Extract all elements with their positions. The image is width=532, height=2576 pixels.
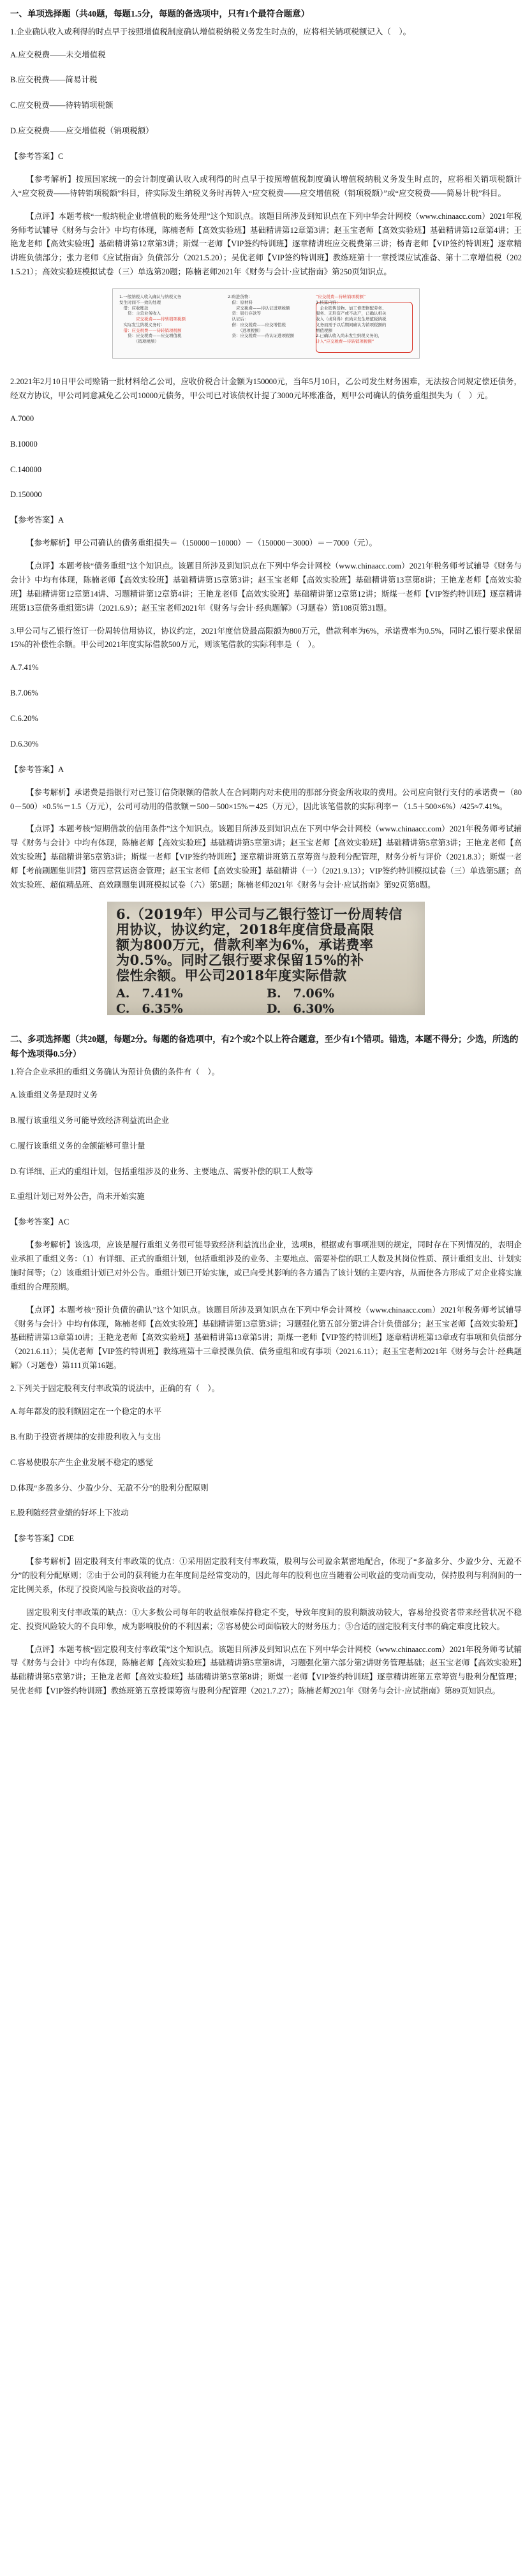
answer: 【参考答案】A [10, 516, 64, 525]
photo-option: A. 7.41% [116, 986, 183, 1001]
option-d: D.体现“多盈多分、少盈少分、无盈不分”的股利分配原则 [10, 1483, 209, 1493]
option-a: A.该重组义务是现时义务 [10, 1090, 98, 1099]
option-b: B.应交税费——简易计税 [10, 75, 98, 85]
knowledge-diagram-image [112, 288, 420, 359]
analysis: 【参考解析】承诺费是指银行对已签订信贷限额的借款人在合同期内对未使用的那部分资金所收取的费用。公司应向银行支付的承诺费＝（800－500）×0.5%＝1.5（万元），公司可动用的借款额＝500－500×15%＝425（万元），因此该笔借款的实际利率＝（1.5＋500×6%）/425≈7.41%。 [10, 787, 522, 811]
option-b: B.有助于投资者规律的安排股利收入与支出 [10, 1432, 161, 1441]
question-stem: 2.下列关于固定股利支付率政策的说法中，正确的有（ ）。 [10, 1384, 220, 1393]
exam-point-comment: 【点评】本题考核“一般纳税企业增值税的账务处理”这个知识点。该题目所涉及到知识点在下列中华会计网校（www.chinaacc.com）2021年税务师考试辅导《财务与会计》中均有体现，陈楠老师【高效实验班】基础精讲第12章第3讲；赵玉宝老师【高效实验班】基础精讲第12章第4讲；王艳龙老师【高效实验班】基础精讲第12章第3讲；斯煤一老师【VIP签约特训班】逐章精讲班应交税费第三讲；杨青老师【VIP签约特训班】逐章精讲班负债部分；张力老师《应试指南》负债部分（2021.5.20）；吴优老师【VIP签约特训班】教练班第十一章授课应试准备、第十二章增值税（2021.5.21）；高效实验班模拟试卷（三）单选第20题；陈楠老师2021年《财务与会计·应试指南》第250页知识点。 [10, 211, 522, 277]
answer: 【参考答案】A [10, 764, 64, 774]
option-c: C.应交税费——待转销项税额 [10, 101, 114, 110]
option-d: D.150000 [10, 490, 42, 500]
option-d: D.应交税费——应交增值税（销项税额） [10, 126, 154, 136]
option-e: E.重组计划已对外公告，尚未开始实施 [10, 1192, 145, 1202]
section-title: 二、多项选择题（共20题，每题2分。每题的备选项中，有2个或2个以上符合题意，至少有1个错项。错选，本题不得分；少选，所选的每个选项得0.5分） [10, 1034, 519, 1059]
answer: 【参考答案】AC [10, 1217, 70, 1227]
option-a: A.每年都发的股利额固定在一个稳定的水平 [10, 1406, 162, 1416]
photo-option: D. 6.30% [267, 1001, 334, 1015]
question-stem: 1.符合企业承担的重组义务确认为预计负债的条件有（ ）。 [10, 1068, 220, 1076]
analysis: 【参考解析】固定股利支付率政策的优点：①采用固定股利支付率政策，股利与公司盈余紧密地配合，体现了“多盈多分、少盈少分、无盈不分”的股利分配原则；②由于公司的获利能力在年度间是经常变动的，因此每年的股利也应当随着公司收益的变动而变动，保持股利与利润间的一定比例关系，体现了投资风险与投资收益的对等。 [10, 1557, 522, 1594]
option-e: E.股利随经营业绩的好坏上下波动 [10, 1508, 129, 1518]
option-b: B.7.06% [10, 689, 38, 698]
exam-point-comment: 【点评】本题考核“债务重组”这个知识点。该题目所涉及到知识点在下列中华会计网校（www.chinaacc.com）2021年税务师考试辅导《财务与会计》中均有体现，陈楠老师【高效实验班】基础精讲第15章第3讲；赵玉宝老师【高效实验班】基础精讲第13章第8讲；王艳龙老师【高效实验班】基础精讲第12章第14讲、习题精讲第12章第4讲；王艳龙老师【高效实验班】基础精讲第12章第12讲；斯煤一老师【VIP签约特训班】逐章精讲班第13章债务重组第5讲（2021.6.9）；赵玉宝老师2021年《财务与会计·经典题解》（习题卷）第108页第31题。 [10, 562, 522, 613]
analysis: 【参考解析】该选项，应该是履行重组义务很可能导致经济利益流出企业，选项B，根据或有事项准则的规定，同时存在下列情况的，表明企业承担了重组义务：（1）有详细、正式的重组计划，包括重组涉及的业务、主要地点、需要补偿的职工人数及其岗位性质、预计重组支出、计划实施时间等；（2）该重组计划已对外公告。重组计划已开始实施，或已向受其影响的各方通告了该计划的主要内容，从而使各方形成了对企业将实施重组的合理预期。 [10, 1240, 522, 1292]
question-stem: 3.甲公司与乙银行签订一份周转信用协议，协议约定，2021年度信贷最高限额为800万元，借款利率为6%，承诺费率为0.5%，同时乙银行要求保留15%的补偿性余额。甲公司2021年度实际借款500万元，则该笔借款的实际利率是（ ）。 [10, 626, 522, 650]
photo-option: B. 7.06% [267, 986, 335, 1001]
option-d: D.6.30% [10, 739, 39, 748]
section-title: 一、单项选择题（共40题，每题1.5分，每题的备选项中，只有1个最符合题意） [10, 9, 310, 19]
option-c: C.履行该重组义务的金额能够可靠计量 [10, 1141, 145, 1150]
option-c: C.容易使股东产生企业发展不稳定的感觉 [10, 1457, 153, 1467]
exam-point-comment: 【点评】本题考核“短期借款的信用条件”这个知识点。该题目所涉及到知识点在下列中华会计网校（www.chinaacc.com）2021年税务师考试辅导《财务与会计》中均有体现，陈楠老师【高效实验班】基础精讲第5章第3讲；赵玉宝老师【高效实验班】基础精讲第5章第3讲；王艳龙老师【高效实验班】基础精讲第5章第3讲；斯煤一老师【VIP签约特训班】逐章精讲班第五章筹资与股利分配管理，财务分析与评价（2021.8.3）；斯煤一老师【考前刷题集训营】第四章营运资金管理；赵玉宝老师【高效实验班】基础精讲（一）（2021.9.13）；VIP签约特训模拟试卷（三）单选第5题；高效实验班、超值精品班、高效刷题集训班模拟试卷（六）第5题；陈楠老师2021年《财务与会计·应试指南》第92页第8题。 [10, 824, 522, 890]
photo-option: C. 6.35% [116, 1001, 183, 1015]
option-b: B.履行该重组义务可能导致经济利益流出企业 [10, 1115, 169, 1125]
option-a: A.7000 [10, 413, 34, 423]
option-c: C.140000 [10, 465, 41, 474]
analysis: 【参考解析】甲公司确认的债务重组损失＝（150000－10000）－（150000－3000）＝－7000（元）。 [26, 539, 378, 548]
exam-point-comment: 【点评】本题考核“预计负债的确认”这个知识点。该题目所涉及到知识点在下列中华会计网校（www.chinaacc.com）2021年税务师考试辅导《财务与会计》中均有体现，陈楠老师【高效实验班】基础精讲第13章第3讲；习题强化第五部分第2讲合计负债部分；赵玉宝老师【高效实验班】基础精讲第13章第10讲；王艳龙老师【高效实验班】基础精讲第13章第5讲；斯煤一老师【VIP签约特训班】逐章精讲班第13章或有事项和负债部分（2021.6.11）；吴优老师【VIP签约特训班】教练班第十三章授课负债、债务重组和或有事项（2021.6.11）；赵玉宝老师2021年《财务与会计·经典题解》（习题卷）第111页第16题。 [10, 1305, 522, 1371]
diagram-column-left: 1.一般纳税人收入确认与纳税义务 发生时间不一致的处理 借：应收账款 贷：主营业务收入 应交税费——待转销项税额 实际发生纳税义务时： 借：应交税费——待转销项税额 贷：应交税费——应交增值税 （销项税额） [119, 294, 186, 345]
option-b: B.10000 [10, 439, 38, 449]
exam-point-comment: 【点评】本题考核“固定股利支付率政策”这个知识点。该题目所涉及到知识点在下列中华会计网校（www.chinaacc.com）2021年税务师考试辅导《财务与会计》中均有体现，陈楠老师【高效实验班】基础精讲第5章第8讲，习题强化第六部分第2讲财务管理基础；赵玉宝老师【高效实验班】基础精讲第5章第7讲；王艳龙老师【高效实验班】基础精讲第5章第8讲；斯煤一老师【VIP签约特训班】逐章精讲班第五章筹资与股利分配管理；吴优老师【VIP签约特训班】教练班第五章授课筹资与股利分配管理（2021.7.27）；陈楠老师2021年《财务与会计·应试指南》第89页知识点。 [10, 1644, 522, 1696]
option-c: C.6.20% [10, 714, 38, 723]
answer: 【参考答案】C [10, 152, 64, 161]
question-stem: 1.企业确认收入或利得的时点早于按照增值税制度确认增值税纳税义务发生时点的，应将相关销项税额记入（ ）。 [10, 27, 411, 36]
diagram-column-middle: 2.购进货物： 借：原材料 应交税费——待认证进项税额 贷：银行存款等 认证后： 借：应交税费——应交增值税 （进项税额） 贷：应交税费——待认证进项税额 [228, 294, 294, 339]
analysis: 【参考解析】按照国家统一的会计制度确认收入或利得的时点早于按照增值税制度确认增值税纳税义务发生时点的，应将相关销项税额计入“应交税费——待转销项税额”科目，待实际发生纳税义务时再转入“应交税费——应交增值税（销项税额）”或“应交税费——简易计税”科目。 [10, 174, 522, 198]
diagram-column-right: “应交税费—待转销项税额” 1.核算内容： 企业销售货物、加工修理修配劳务、 服务、无形资产或不动产，已确认相关 收入（或利得）但尚未发生增值税纳税 义务而需于以后期间确认为销项税额的 增值税额 2.已确认收入尚未发生纳税义务的， 计入“应交税费—待转销项税额” [316, 294, 387, 345]
question-stem: 2.2021年2月10日甲公司赊销一批材料给乙公司，应收价税合计金额为150000元，当年5月10日，乙公司发生财务困难，无法按合同规定偿还债务，经双方协议，甲公司同意减免乙公司10000元债务，甲公司已对该债权计提了3000元坏账准备，则甲公司确认的债务重组损失为（ ）元。 [10, 377, 522, 400]
analysis-continued: 固定股利支付率政策的缺点：①大多数公司每年的收益很难保持稳定不变，导致年度间的股利额波动较大，容易给投资者带来经营状况不稳定、投资风险较大的不良印象，成为影响股价的不利因素；②容易使公司面临较大的财务压力；③合适的固定股利支付率的确定难度比较大。 [10, 1607, 522, 1631]
answer: 【参考答案】CDE [10, 1534, 75, 1544]
textbook-photo: 6.（2019年）甲公司与乙银行签订一份周转信 用协议，协议约定，2018年度信贷最高限 额为800万元，借款利率为6%，承诺费率 为0.5%。同时乙银行要求保留15%的补 偿性余额。甲公司2018年度实际借款 A. 7.41% B. 7.06% C. 6.35% D. 6.30% [107, 902, 425, 1015]
option-d: D.有详细、正式的重组计划，包括重组涉及的业务、主要地点、需要补偿的职工人数等 [10, 1166, 313, 1176]
option-a: A.应交税费——未交增值税 [10, 50, 106, 59]
option-a: A.7.41% [10, 663, 39, 673]
